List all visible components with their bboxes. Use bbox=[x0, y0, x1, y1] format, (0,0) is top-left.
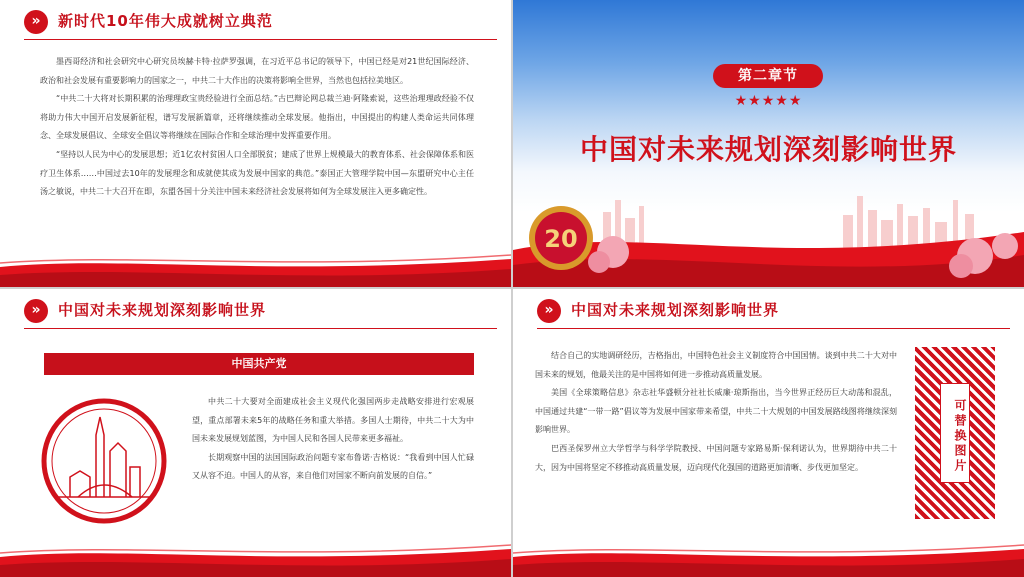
red-ribbon-decoration bbox=[513, 527, 1024, 577]
slide-title: 中国对未来规划深刻影响世界 bbox=[571, 301, 780, 319]
paragraph: “中共二十大将对长期积累的治理理政宝贵经验进行全面总结。”古巴辩论网总裁兰迪·阿隆索说，这些治理理政经验不仅将助力伟大中国开启发展新征程，谱写发展新篇章，还将继续推动全球发展。他指出，中国提出的构建人类命运共同体理念、全球发展倡议、全球安全倡议等将继续在国际合作和全球治理中发挥重要作用。 bbox=[40, 94, 474, 141]
paragraph: 巴西圣保罗州立大学哲学与科学学院教授、中国问题专家路易斯·保利诺认为，世界期待中共二十大，因为中国将坚定不移推动高质量发展，迈向现代化强国的道路更加清晰、步伐更加坚定。 bbox=[535, 443, 897, 472]
section-title: 中国对未来规划深刻影响世界 bbox=[579, 133, 957, 166]
header-divider bbox=[537, 328, 1010, 329]
body-text bbox=[192, 393, 474, 486]
paragraph: “坚持以人民为中心的发展思想；近1亿农村贫困人口全部脱贫；建成了世界上规模最大的教育体系、社会保障体系和医疗卫生体系……中国过去10年的发展理念和成就使其成为发展中国家的典范。”泰国正大管理学院中国—东盟研究中心主任汤之敏说，中共二十大召开在即，东盟各国十分关注中国未来经济社会发展将如何为全球发展注入更多确定性。 bbox=[40, 149, 474, 197]
body-text bbox=[535, 347, 897, 477]
slide-4[interactable] bbox=[513, 289, 1024, 577]
slide-3[interactable] bbox=[0, 289, 511, 577]
paragraph: 墨西哥经济和社会研究中心研究员埃赫卡特·拉萨罗强调，在习近平总书记的领导下，中国已经是对21世纪国际经济、政治和社会发展有重要影响力的国家之一，中共二十大作出的决策将影响全世界，当然也包括拉美地区。 bbox=[40, 57, 474, 85]
header-divider bbox=[24, 39, 497, 40]
chapter-badge: 第二章节 bbox=[713, 64, 823, 88]
slide-2[interactable] bbox=[513, 0, 1024, 287]
image-placeholder[interactable] bbox=[915, 347, 995, 519]
slide-header bbox=[0, 0, 511, 42]
chevron-double-icon: » bbox=[24, 10, 48, 34]
chevron-double-icon: » bbox=[24, 299, 48, 323]
slide-title: 新时代10年伟大成就树立典范 bbox=[58, 12, 273, 30]
stars-decoration: ★★★★★ bbox=[734, 93, 803, 109]
header-divider bbox=[24, 328, 497, 329]
slide-title: 中国对未来规划深刻影响世界 bbox=[58, 301, 267, 319]
chevron-double-icon: » bbox=[537, 299, 561, 323]
paragraph: 结合自己的实地调研经历，吉格指出，中国特色社会主义制度符合中国国情。谈到中共二十大对中国未来的规划，他最关注的是中国将如何进一步推动高质量发展。 bbox=[535, 351, 897, 379]
image-placeholder-label: 可替换图片 bbox=[940, 383, 970, 483]
city-circle-illustration bbox=[40, 397, 168, 525]
emblem-number: 20 bbox=[544, 225, 578, 253]
slide-header bbox=[513, 289, 1024, 331]
slide-header bbox=[0, 289, 511, 331]
anniversary-emblem bbox=[527, 204, 595, 272]
red-ribbon-decoration bbox=[0, 527, 511, 577]
paragraph: 中共二十大要对全面建成社会主义现代化强国两步走战略安排进行宏观展望，重点部署未来5年的战略任务和重大举措。多国人士期待，中共二十大为中国未来发展规划蓝图，为中国人民和各国人民带来更多福祉。 bbox=[192, 397, 474, 444]
paragraph: 长期观察中国的法国国际政治问题专家布鲁诺·吉格说：“我看到中国人忙碌又从容不迫。中国人的从容，来自他们对国家不断向前发展的自信。” bbox=[192, 452, 474, 481]
red-ribbon-decoration bbox=[0, 237, 511, 287]
body-text bbox=[40, 53, 474, 202]
section-bar: 中国共产党 bbox=[44, 353, 474, 375]
paragraph: 美国《全球策略信息》杂志社华盛顿分社社长威廉·琼斯指出，当今世界正经历巨大动荡和混乱，中国通过共建“一带一路”倡议等为发展中国家带来希望，中共二十大规划的中国发展路线图将继续深刻影响世界。 bbox=[535, 388, 897, 435]
slide-1[interactable] bbox=[0, 0, 511, 287]
